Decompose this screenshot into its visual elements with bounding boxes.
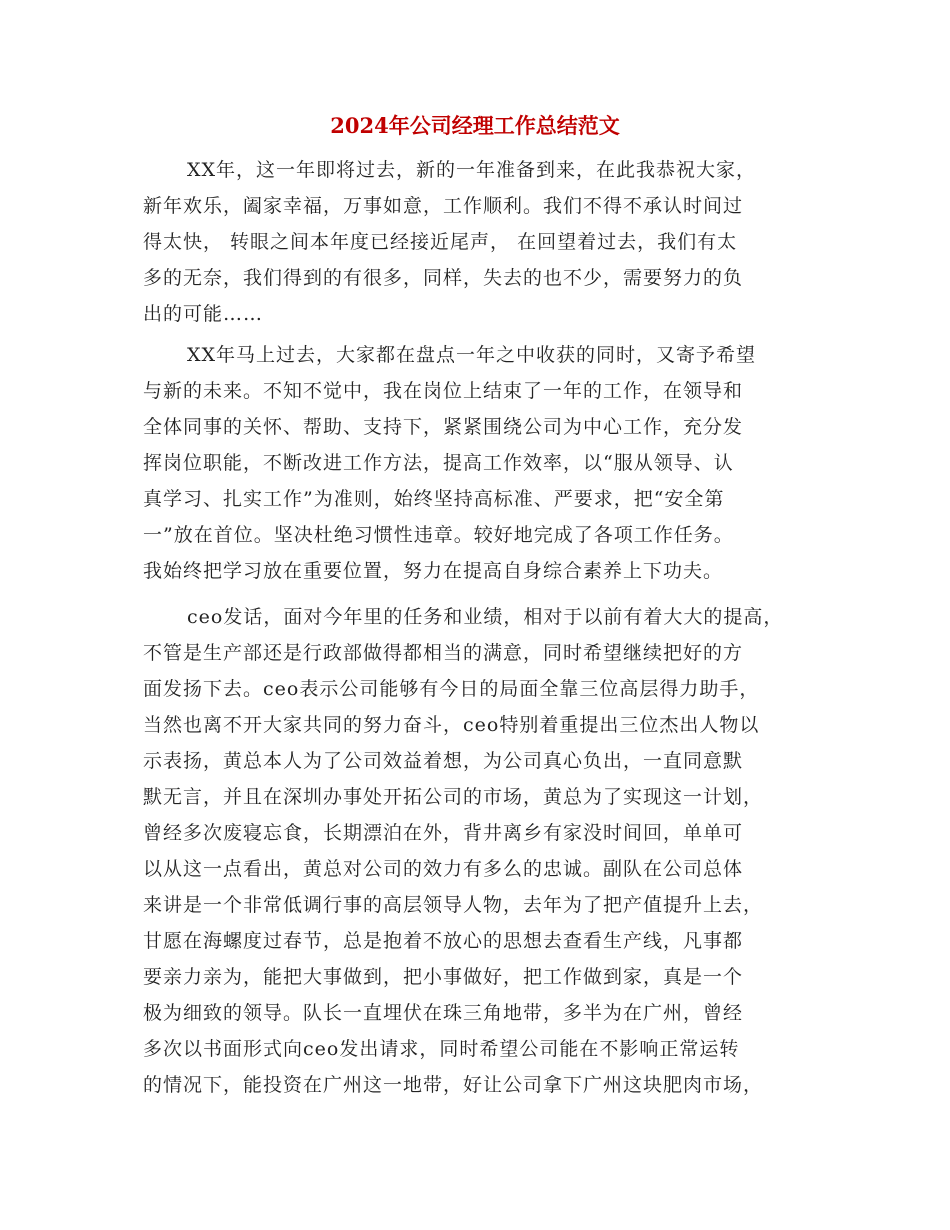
text-line: XX年马上过去，大家都在盘点一年之中收获的同时，又寄予希望 xyxy=(187,344,757,366)
text-line: 要亲力亲为，能把大事做到，把小事做好，把工作做到家，真是一个 xyxy=(143,966,744,988)
text-line: 真学习、扎实工作”为准则，始终坚持高标准、严要求，把“安全第 xyxy=(143,488,725,510)
text-line: 不管是生产部还是行政部做得都相当的满意，同时希望继续把好的方 xyxy=(143,642,744,664)
text-line: 多的无奈，我们得到的有很多，同样，失去的也不少，需要努力的负 xyxy=(143,267,744,289)
text-line: 一”放在首位。坚决杜绝习惯性违章。较好地完成了各项工作任务。 xyxy=(143,524,734,546)
text-line: 曾经多次废寝忘食，长期漂泊在外，背井离乡有家没时间回，单单可 xyxy=(143,822,744,844)
text-line: 示表扬，黄总本人为了公司效益着想，为公司真心负出，一直同意默 xyxy=(143,750,744,772)
text-line: 甘愿在海螺度过春节，总是抱着不放心的思想去查看生产线，凡事都 xyxy=(143,930,744,952)
text-line: 默无言，并且在深圳办事处开拓公司的市场，黄总为了实现这一计划， xyxy=(143,786,764,808)
document-title: 2024年公司经理工作总结范文 xyxy=(330,113,620,138)
text-line: 极为细致的领导。队长一直埋伏在珠三角地带，多半为在广州，曾经 xyxy=(143,1002,744,1024)
text-line: 新年欢乐，阖家幸福，万事如意，工作顺利。我们不得不承认时间过 xyxy=(143,195,744,217)
text-line: 全体同事的关怀、帮助、支持下，紧紧围绕公司为中心工作，充分发 xyxy=(143,416,744,438)
text-line: 当然也离不开大家共同的努力奋斗，ceo特别着重提出三位杰出人物以 xyxy=(143,714,760,736)
text-line: 我始终把学习放在重要位置，努力在提高自身综合素养上下功夫。 xyxy=(143,560,724,582)
text-line: 以从这一点看出，黄总对公司的效力有多么的忠诚。副队在公司总体 xyxy=(143,858,744,880)
text-line: XX年，这一年即将过去，新的一年准备到来，在此我恭祝大家， xyxy=(187,159,757,181)
text-line: 与新的未来。不知不觉中，我在岗位上结束了一年的工作，在领导和 xyxy=(143,380,744,402)
text-line: ceo发话，面对今年里的任务和业绩，相对于以前有着大大的提高， xyxy=(187,606,784,628)
text-line: 出的可能…… xyxy=(143,303,264,325)
text-line: 面发扬下去。ceo表示公司能够有今日的局面全靠三位高层得力助手， xyxy=(143,678,760,700)
text-line: 挥岗位职能，不断改进工作方法，提高工作效率，以“服从领导、认 xyxy=(143,452,734,474)
text-line: 来讲是一个非常低调行事的高层领导人物，去年为了把产值提升上去， xyxy=(143,894,764,916)
text-line: 得太快， 转眼之间本年度已经接近尾声， 在回望着过去，我们有太 xyxy=(143,231,738,253)
text-line: 的情况下，能投资在广州这一地带，好让公司拿下广州这块肥肉市场， xyxy=(143,1074,764,1096)
text-line: 多次以书面形式向ceo发出请求，同时希望公司能在不影响正常运转 xyxy=(143,1038,740,1060)
